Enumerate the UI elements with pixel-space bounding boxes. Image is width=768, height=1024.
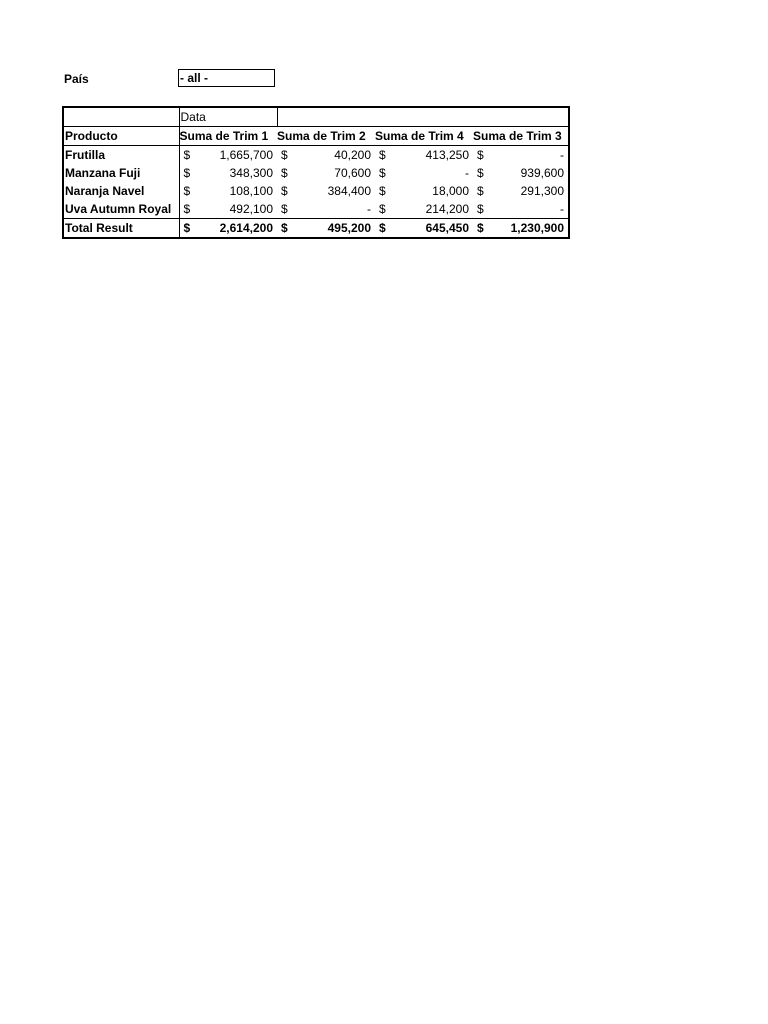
value-cell: $ 214,200 — [379, 202, 469, 216]
pivot-data-header-row — [63, 107, 569, 127]
value-cell: $ 108,100 — [183, 184, 273, 198]
row-label-frutilla[interactable]: Frutilla — [63, 146, 179, 165]
value-cell: $ 18,000 — [379, 184, 469, 198]
value-cell: $ 348,300 — [183, 166, 273, 180]
value-cell: $ 291,300 — [477, 184, 564, 198]
filter-label-pais: País — [64, 72, 89, 86]
value-cell: $ 70,600 — [281, 166, 371, 180]
column-header-trim-3[interactable]: Suma de Trim 3 — [473, 127, 569, 146]
pivot-row-header[interactable]: Producto — [63, 127, 179, 146]
total-value-cell: $ 495,200 — [281, 221, 371, 235]
row-label-uva-autumn-royal[interactable]: Uva Autumn Royal — [63, 200, 179, 219]
column-header-trim-2[interactable]: Suma de Trim 2 — [277, 127, 375, 146]
table-row — [63, 146, 569, 165]
value-cell: $ - — [477, 148, 564, 162]
total-value-cell: $ 2,614,200 — [183, 221, 273, 235]
value-cell: $ 1,665,700 — [183, 148, 273, 162]
pivot-corner-cell — [63, 107, 179, 127]
value-cell: $ 492,100 — [183, 202, 273, 216]
value-cell: $ - — [379, 166, 469, 180]
total-value-cell: $ 645,450 — [379, 221, 469, 235]
total-row — [63, 219, 569, 239]
column-header-trim-4[interactable]: Suma de Trim 4 — [375, 127, 473, 146]
pivot-table — [62, 106, 570, 239]
column-header-trim-1[interactable]: Suma de Trim 1 — [179, 127, 277, 146]
pivot-data-header[interactable]: Data — [179, 107, 277, 127]
total-result-label: Total Result — [63, 219, 179, 239]
value-cell: $ 384,400 — [281, 184, 371, 198]
table-row — [63, 182, 569, 200]
value-cell: $ 413,250 — [379, 148, 469, 162]
table-row — [63, 164, 569, 182]
row-label-naranja-navel[interactable]: Naranja Navel — [63, 182, 179, 200]
value-cell: $ - — [281, 202, 371, 216]
country-filter-dropdown[interactable]: - all - — [178, 69, 275, 87]
pivot-data-header-fill — [277, 107, 569, 127]
value-cell: $ 939,600 — [477, 166, 564, 180]
value-cell: $ 40,200 — [281, 148, 371, 162]
value-cell: $ - — [477, 202, 564, 216]
pivot-column-header-row — [63, 127, 569, 146]
table-row — [63, 200, 569, 219]
total-value-cell: $ 1,230,900 — [477, 221, 564, 235]
row-label-manzana-fuji[interactable]: Manzana Fuji — [63, 164, 179, 182]
